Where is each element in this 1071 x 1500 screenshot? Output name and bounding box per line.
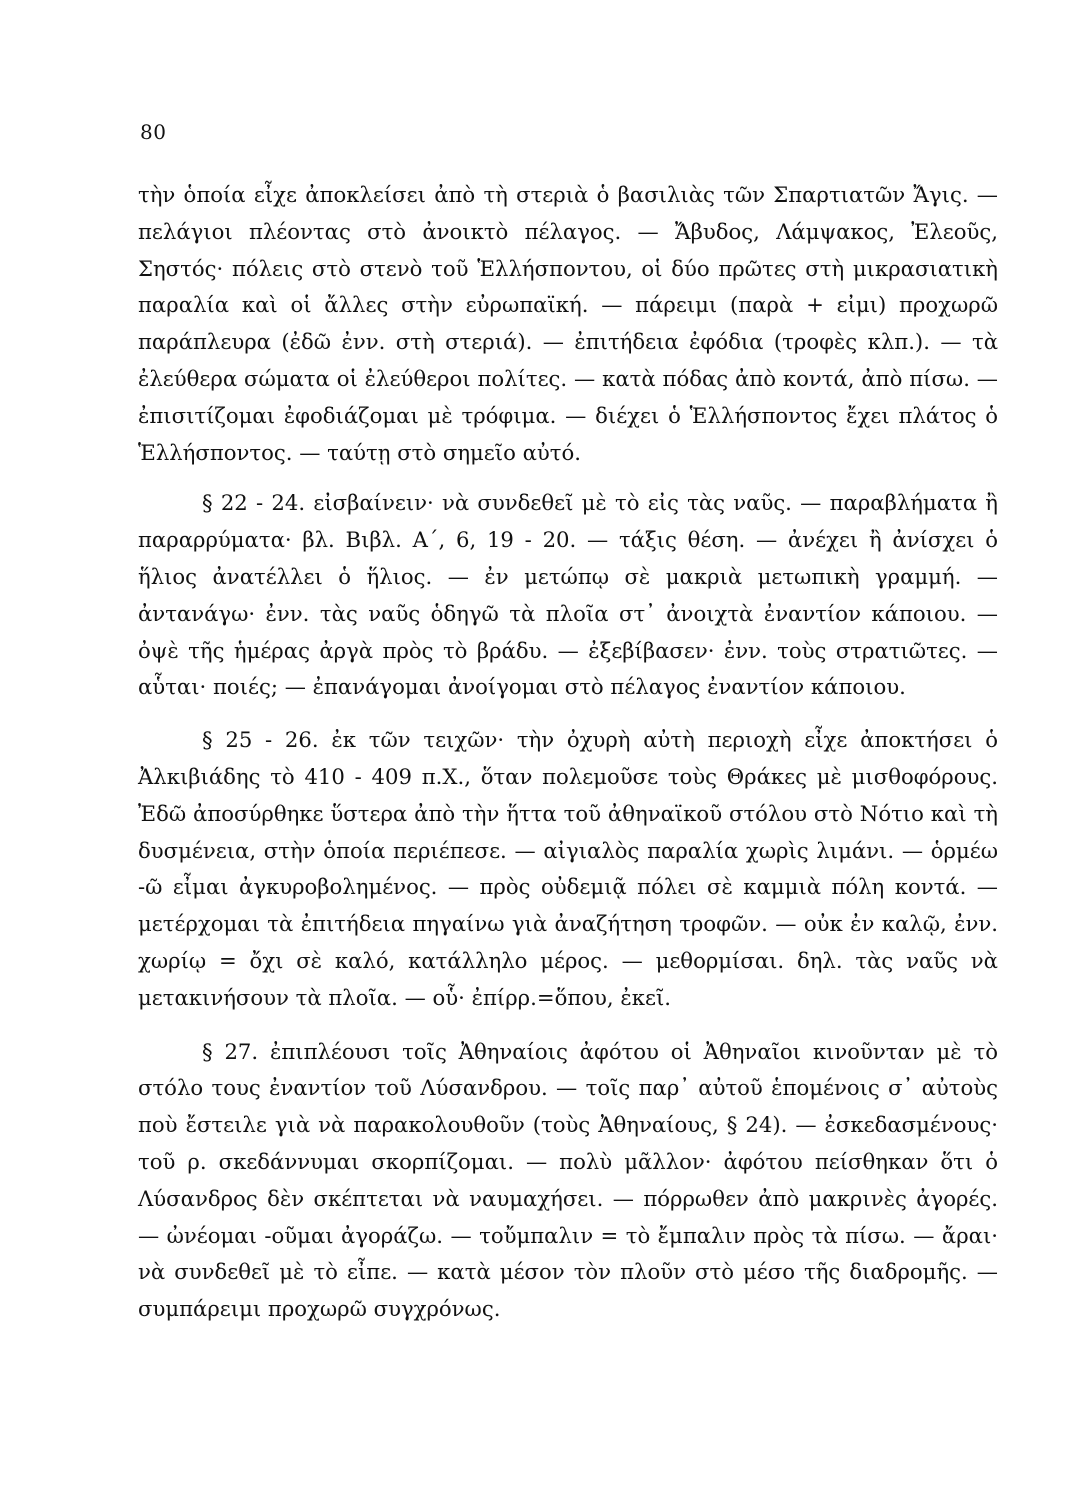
paragraph-intro: τὴν ὁποία εἶχε ἀποκλείσει ἀπὸ τὴ στεριὰ ὁ βασιλιὰς τῶν Σπαρτιατῶν Ἄγις. — πελάγιοι πλέοντας στὸ ἀνοικτὸ πέλαγος. — Ἄβυδος, Λάμψακος, Ἐλεοῦς, Σηστός· πόλεις στὸ στενὸ τοῦ Ἑλλήσποντου, οἱ δύο πρῶτες στὴ μικρασιατικὴ παραλία καὶ οἱ ἄλλες στὴν εὐρωπαϊκή. — πάρειμι (παρὰ + εἰμι) προχωρῶ παράπλευρα (ἐδῶ ἐνν. στὴ στεριά). — ἐπιτήδεια ἐφόδια (τροφὲς κλπ.). — τὰ ἐλεύθερα σώματα οἱ ἐλεύθεροι πολίτες. — κατὰ πόδας ἀπὸ κοντά, ἀπὸ πίσω. — ἐπισιτίζομαι ἐφοδιάζομαι μὲ τρόφιμα. — διέχει ὁ Ἑλλήσποντος ἔχει πλάτος ὁ Ἑλλήσποντος. — ταύτῃ στὸ σημεῖο αὐτό.: [138, 182, 998, 465]
paragraph-section-27: § 27. ἐπιπλέουσι τοῖς Ἀθηναίοις ἀφότου οἱ Ἀθηναῖοι κινοῦνταν μὲ τὸ στόλο τους ἐναντίον τοῦ Λύσανδρου. — τοῖς παρ᾿ αὐτοῦ ἑπομένοις σ᾿ αὐτοὺς ποὺ ἔστειλε γιὰ νὰ παρακολουθοῦν (τοὺς Ἀθηναίους, § 24). — ἐσκεδασμένους· τοῦ ρ. σκεδάννυμαι σκορπίζομαι. — πολὺ μᾶλλον· ἀφότου πείσθηκαν ὅτι ὁ Λύσανδρος δὲν σκέπτεται νὰ ναυμαχήσει. — πόρρωθεν ἀπὸ μακρινὲς ἀγορές. — ὠνέομαι -οῦμαι ἀγοράζω. — τοὔμπαλιν = τὸ ἔμπαλιν πρὸς τὰ πίσω. — ἄραι· νὰ συνδεθεῖ μὲ τὸ εἶπε. — κατὰ μέσον τὸν πλοῦν στὸ μέσο τῆς διαδρομῆς. — συμπάρειμι προχωρῶ συγχρόνως.: [138, 1038, 998, 1322]
page-number: 80: [140, 120, 167, 144]
paragraph-section-22-24: § 22 - 24. εἰσβαίνειν· νὰ συνδεθεῖ μὲ τὸ εἰς τὰς ναῦς. — παραβλήματα ἢ παραρρύματα· βλ. Βιβλ. Α΄, 6, 19 - 20. — τάξις θέση. — ἀνέχει ἢ ἀνίσχει ὁ ἥλιος ἀνατέλλει ὁ ἥλιος. — ἐν μετώπῳ σὲ μακριὰ μετωπικὴ γραμμή. — ἀντανάγω· ἐνν. τὰς ναῦς ὁδηγῶ τὰ πλοῖα στ᾿ ἀνοιχτὰ ἐναντίον κάποιου. — ὀψὲ τῆς ἡμέρας ἀργὰ πρὸς τὸ βράδυ. — ἐξεβίβασεν· ἐνν. τοὺς στρατιῶτες. — αὗται· ποιές; — ἐπανάγομαι ἀνοίγομαι στὸ πέλαγος ἐναντίον κάποιου.: [138, 490, 998, 700]
paragraph-section-25-26: § 25 - 26. ἐκ τῶν τειχῶν· τὴν ὀχυρὴ αὐτὴ περιοχὴ εἶχε ἀποκτήσει ὁ Ἀλκιβιάδης τὸ 410 - 409 π.Χ., ὅταν πολεμοῦσε τοὺς Θράκες μὲ μισθοφόρους. Ἐδῶ ἀποσύρθηκε ὕστερα ἀπὸ τὴν ἥττα τοῦ ἀθηναϊκοῦ στόλου στὸ Νότιο καὶ τὴ δυσμένεια, στὴν ὁποία περιέπεσε. — αἰγιαλὸς παραλία χωρὶς λιμάνι. — ὁρμέω -ῶ εἶμαι ἀγκυροβολημένος. — πρὸς οὐδεμιᾷ πόλει σὲ καμμιὰ πόλη κοντά. — μετέρχομαι τὰ ἐπιτήδεια πηγαίνω γιὰ ἀναζήτηση τροφῶν. — οὐκ ἐν καλῷ, ἐνν. χωρίῳ = ὄχι σὲ καλό, κατάλληλο μέρος. — μεθορμίσαι. δηλ. τὰς ναῦς νὰ μετακινήσουν τὰ πλοῖα. — οὗ· ἐπίρρ.=ὅπου, ἐκεῖ.: [138, 727, 998, 1010]
commentary-text: [138, 177, 998, 1328]
